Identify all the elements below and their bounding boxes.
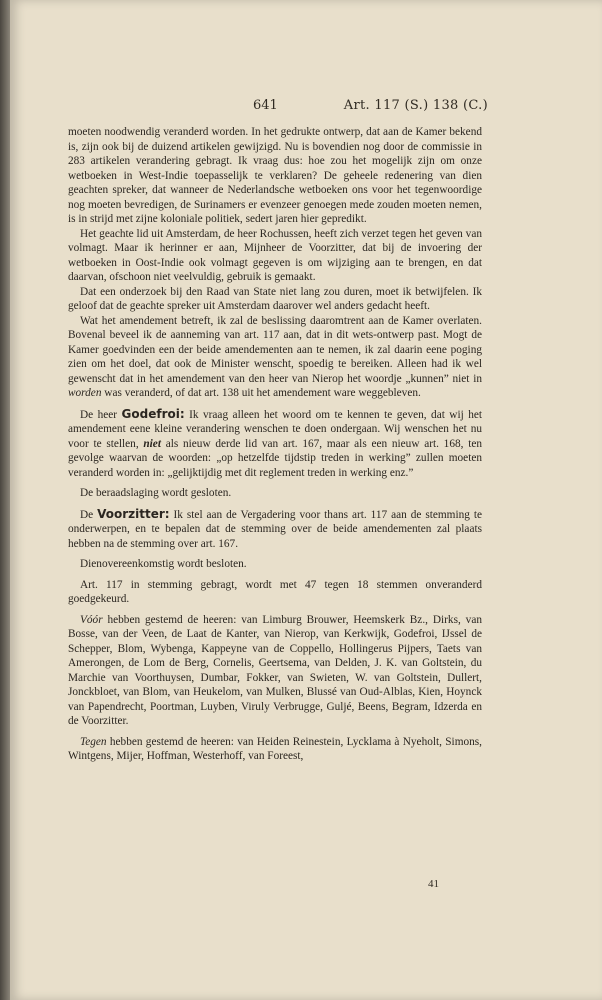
body-text (68, 125, 482, 764)
votes-for (68, 613, 482, 729)
speaker-name: Voorzitter: (97, 506, 170, 521)
vote-names: hebben gestemd de heeren: van Limburg Brouwer, Heemskerk Bz., Dirks, van Bosse, van der Veen, de Laat de Kanter, van Nierop, van Kerkwijk, Godefroi, IJssel de Schepper, Blom, Wybenga, Kappeyne van de Coppello, Hollingerus Pijpers, Taets van Amerongen, de Lom de Berg, Cornelis, Geertsema, van Delden, J. K. van Goltstein, du Marchie van Voorthuysen, Dumbar, Fokker, van Swieten, W. van Goltstein, Dullert, Jonckbloet, van Blom, van Heukelom, van Mulken, Blussé van Oud-Alblas, Kien, Hoynck van Papendrecht, Poortman, Luyben, Viruly Verbrugge, Guljé, Beens, Begram, Idzerda en de Voorzitter. (68, 613, 482, 727)
page-number: 641 (253, 98, 278, 113)
emphasis: niet (143, 437, 161, 450)
vote-label: Tegen (80, 735, 107, 748)
speaker-name: Godefroi: (121, 406, 185, 421)
speech-godefroi (68, 407, 482, 481)
procedural-note: Dienovereenkomstig wordt besloten. (80, 558, 247, 570)
speech-intro: De (80, 508, 98, 521)
speech-text: als nieuw derde lid van art. 167, maar als een nieuw art. 168, ten gevolge waarvan de woorden: „op hetzelfde tijdstip treden in werking” zullen moeten veranderd worden in: „gelijktijdig met dit reglement treden in werking enz.” (68, 437, 482, 479)
votes-against (68, 735, 482, 764)
paragraph: Dat een onderzoek bij den Raad van State niet lang zou duren, moet ik betwijfelen. Ik geloof dat de geachte spreker uit Amsterdam daarover wel anders gedacht heeft. (68, 285, 482, 312)
article-reference: Art. 117 (S.) 138 (C.) (343, 98, 488, 113)
paragraph-text: was veranderd, of dat art. 138 uit het amendement ware weggebleven. (101, 387, 421, 399)
paragraph: Het geachte lid uit Amsterdam, de heer Rochussen, heeft zich verzet tegen het geven van volmagt. Maar ik herinner er aan, Mijnheer de Voorzitter, dat bij de invoering der wetboeken in Oost-Indie ook volmagt gegeven is om wijziging aan te brengen, en dat daarvan, ofschoon niet veelvuldig, gebruik is gemaakt. (68, 227, 482, 283)
book-binding (0, 0, 10, 1000)
speech-voorzitter (68, 507, 482, 552)
procedural-note: De beraadslaging wordt gesloten. (80, 487, 232, 499)
paragraph (68, 314, 482, 401)
book-page (10, 0, 602, 1000)
paragraph-text: Wat het amendement betreft, ik zal de beslissing daaromtrent aan de Kamer overlaten. Bovenal beveel ik de aanneming van art. 117 aan, dat in dit wets-ontwerp past. Mogt de Kamer goedvinden een der beide amendementen aan te nemen, ik zal daarin eene poging zien om het doel, dat ook de Minister wenscht, spoedig te bereiken. Alleen had ik wel gewenscht dat in het amendement van den heer van Nierop het woordje „kunnen” niet in (68, 314, 482, 385)
speech-text: Ik stel aan de Vergadering voor thans art. 117 aan de stemming te onderwerpen, en te bepalen dat de stemming over de beide amendementen zal plaats hebben na de stemming over art. 167. (68, 508, 482, 550)
vote-names: hebben gestemd de heeren: van Heiden Reinestein, Lycklama à Nyeholt, Simons, Wintgens, Mijer, Hoffman, Westerhoff, van Foreest, (68, 735, 482, 762)
speech-intro: De heer (80, 408, 122, 421)
paragraph: moeten noodwendig veranderd worden. In het gedrukte ontwerp, dat aan de Kamer bekend is, zijn ook bij de duizend artikelen gewijzigd. Nu is bovendien nog door de commissie in 283 artikelen verandering gebragt. Ik vraag dus: hoe zou het mogelijk zijn om onze wetboeken in West-Indie toepasselijk te verklaren? De geheele redenering van dien geachten spreker, dat wanneer de Nederlandsche wetboeken ons voor het tegenwoordige nog moeten bevredigen, de Surinamers er evenzeer genoegen mede zouden moeten nemen, is in strijd met zijne koloniale politiek, sedert jaren hier gepredikt. (68, 126, 482, 225)
italic-word: worden (68, 387, 102, 399)
vote-label: Vóór (80, 613, 103, 626)
signature-mark: 41 (428, 878, 439, 890)
vote-result: Art. 117 in stemming gebragt, wordt met 47 tegen 18 stemmen onveranderd goedgekeurd. (68, 578, 482, 605)
speech-text: Ik vraag alleen het woord om te kennen te geven, dat wij het amendement eene kleine verandering wenschen te doen ondergaan. Wij wenschen het nu voor te stellen, (68, 408, 483, 450)
